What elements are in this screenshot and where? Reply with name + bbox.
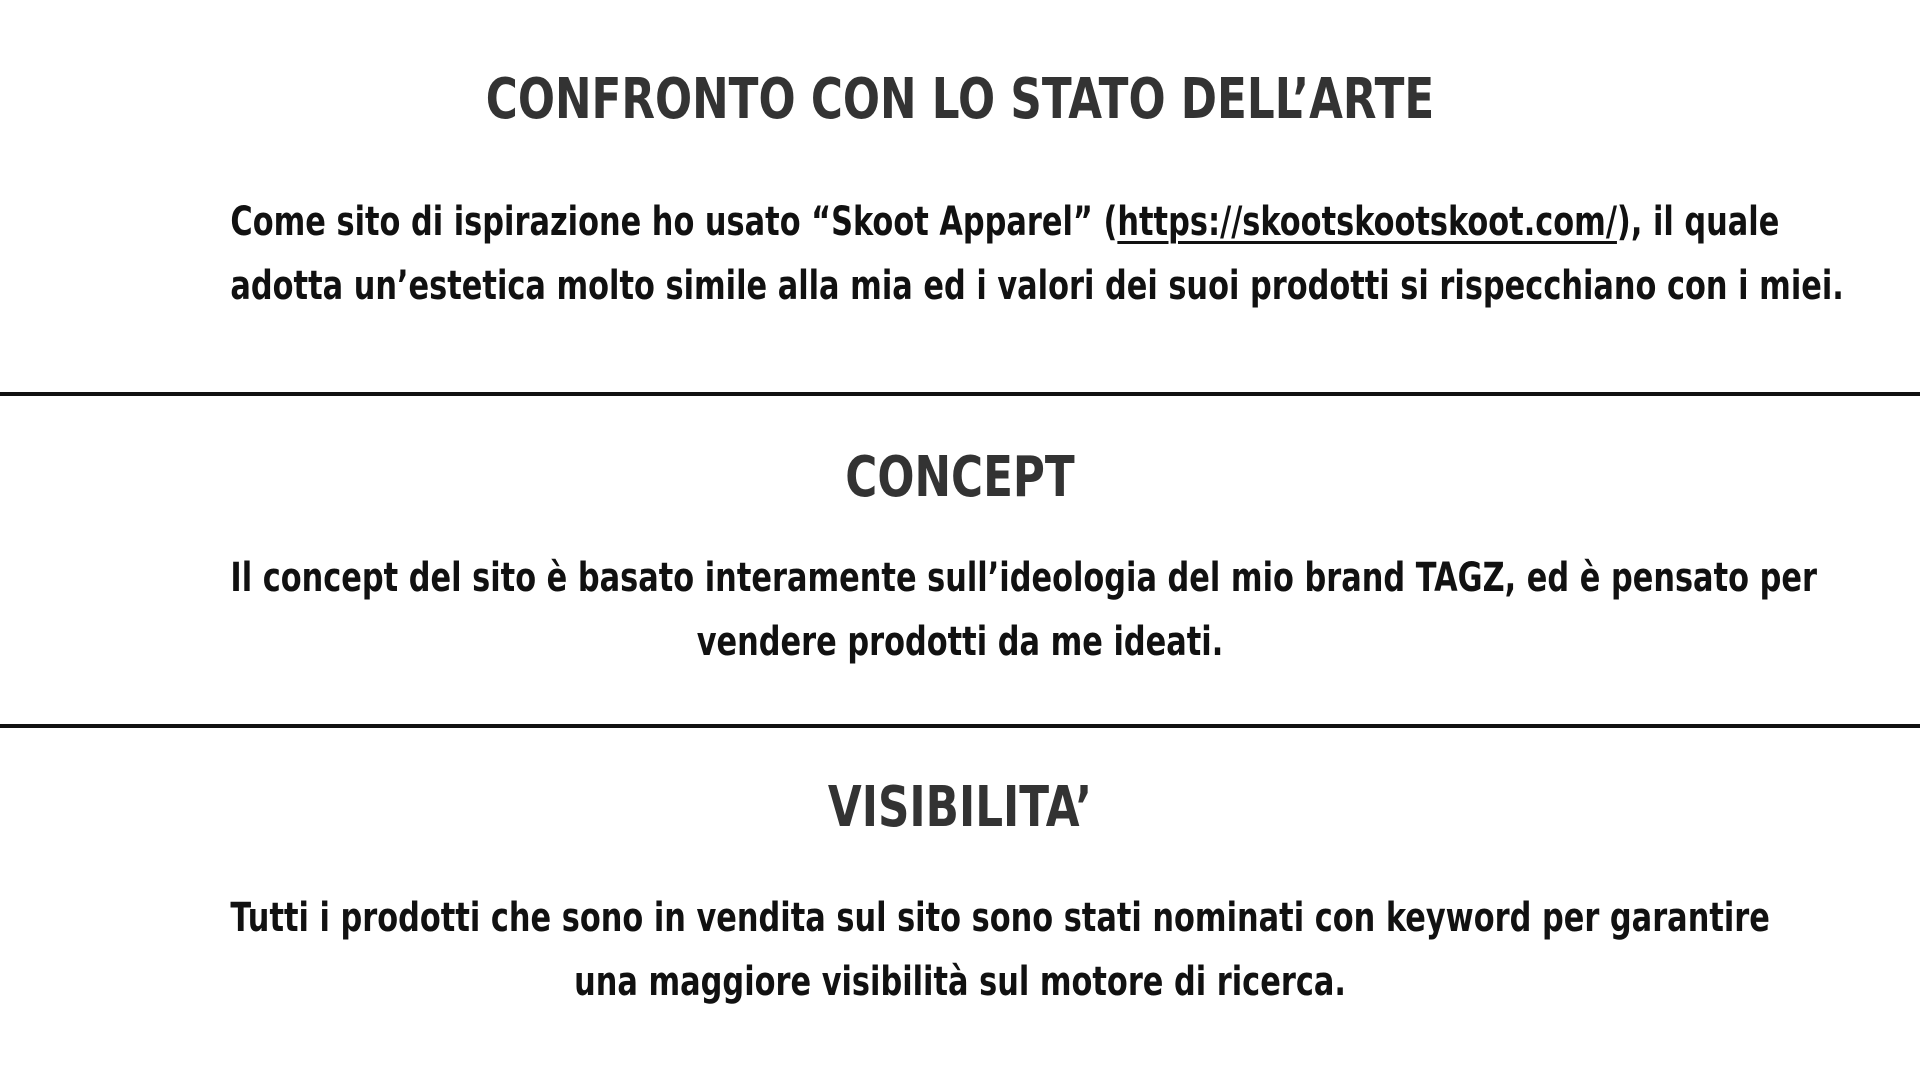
paragraph-line: vendere prodotti da me ideati. [696,619,1224,665]
section-concept-body [0,546,1920,674]
text-before-link: Come sito di ispirazione ho usato “Skoot Apparel” ( [230,199,1118,245]
section-title-concept: CONCEPT [845,445,1075,510]
paragraph-confronto [230,190,1844,318]
section-confronto-body [0,190,1920,318]
section-confronto [0,67,1920,132]
paragraph-line: una maggiore visibilità sul motore di ricerca. [574,959,1346,1005]
paragraph-concept [230,546,1817,674]
paragraph-line: adotta un’estetica molto simile alla mia ed i valori dei suoi prodotti si rispecchiano con i miei. [230,263,1844,309]
section-visibilita-body [0,886,1920,1014]
paragraph-line: Il concept del sito è basato interamente sull’ideologia del mio brand TAGZ, ed è pensato per [230,555,1817,601]
paragraph-line [230,190,1780,254]
section-visibilita [0,775,1920,840]
text-after-link: ), il quale [1616,199,1780,245]
skoot-apparel-link[interactable]: https://skootskootskoot.com/ [1117,199,1617,245]
section-divider [0,724,1920,728]
paragraph-visibilita [230,886,1770,1014]
section-divider [0,392,1920,396]
section-title-visibilita: VISIBILITA’ [827,775,1093,840]
section-concept [0,445,1920,510]
paragraph-line: Tutti i prodotti che sono in vendita sul sito sono stati nominati con keyword per garantire [230,895,1770,941]
section-title-confronto: CONFRONTO CON LO STATO DELL’ARTE [485,67,1435,132]
